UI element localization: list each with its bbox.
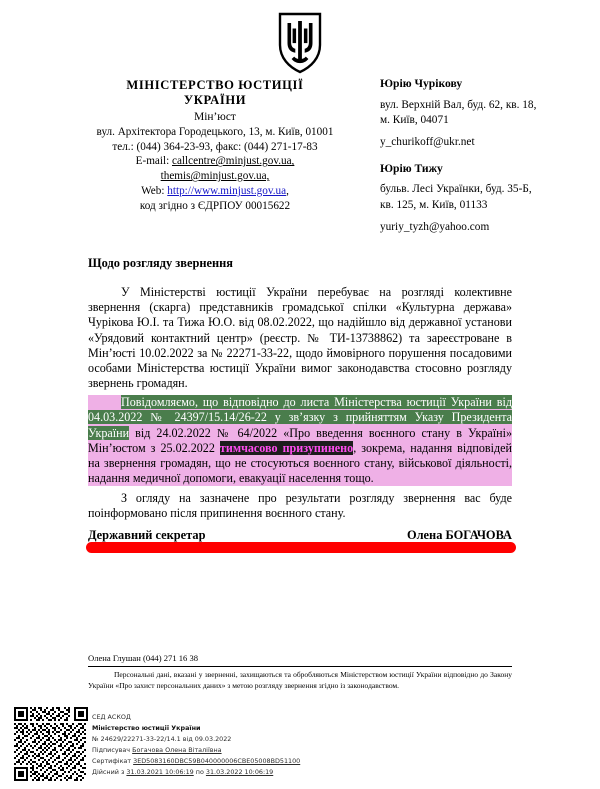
highlight-pink-segment-b: , зокрема, надання відповідей на звернення громадян, що не стосуються воєнного стану, військової діяльності, надання медичної допомоги, евакуації населення тощо. (88, 440, 512, 486)
disclaimer-text: Персональні дані, вказані у зверненні, захищаються та обробляються Міністерством юстиції України відповідно до Закону України «Про захист персональних даних» з метою розгляду звернення згідно із законодавством. (88, 670, 512, 690)
body-paragraph-3: З огляду на зазначене про результати розгляду звернення вас буде поінформовано після припинення воєнного стану. (88, 491, 512, 521)
ministry-address: вул. Архітектора Городецького, 13, м. Київ, 01001 (96, 125, 334, 138)
recipient-2-address-line1: бульв. Лесі Українки, буд. 35-Б, (380, 183, 532, 196)
signatory-position: Державний секретар (88, 528, 206, 542)
recipient-2 (380, 161, 595, 235)
body-paragraph-2-highlighted (88, 395, 512, 486)
email-label: E-mail: (135, 155, 170, 168)
eds-valid-label: Дійсний з (92, 768, 125, 777)
recipients-block (380, 76, 595, 235)
eds-system-name: СЕД АСКОД (92, 713, 131, 721)
qr-code (14, 707, 88, 781)
recipient-2-address-line2: кв. 125, м. Київ, 01133 (380, 198, 488, 211)
red-redaction-bar (86, 542, 516, 553)
digital-signature-stamp (92, 712, 422, 778)
eds-valid-from: 31.03.2021 10:06:19 (126, 768, 194, 777)
ministry-website-link[interactable]: http://www.minjust.gov.ua (167, 184, 287, 197)
highlight-black-redaction-segment: тимчасово призупинено (219, 440, 354, 455)
footer-divider (88, 666, 512, 667)
ministry-name-line1: МІНІСТЕРСТВО ЮСТИЦІЇ (126, 78, 304, 92)
personal-data-disclaimer (88, 670, 512, 691)
email-callcentre-link[interactable]: callcentre@minjust.gov.ua, (172, 155, 295, 168)
eds-valid-to: 31.03.2022 10:06:19 (205, 768, 274, 777)
highlight-green-segment: Повідомляємо, що відповідно до листа Міністерства юстиції України від 04.03.2022 № 24397/15.14/26-22 у зв’язку з прийняттям Указу Президента України (88, 395, 512, 440)
ministry-short-name: Мін’юст (194, 110, 236, 123)
signatory-name: Олена БОГАЧОВА (406, 528, 512, 542)
subject-line: Щодо розгляду звернення (88, 256, 233, 270)
highlight-pink-segment-a: від 24.02.2022 № 64/2022 «Про введення воєнного стану в Україні» Мін’юстом з 25.02.2022 (88, 425, 512, 455)
recipient-1 (380, 76, 595, 150)
letterhead (60, 78, 370, 213)
recipient-2-email[interactable]: yuriy_tyzh@yahoo.com (380, 220, 490, 233)
email-themis-link[interactable]: themis@minjust.gov.ua, (160, 170, 270, 183)
signature-row (88, 528, 512, 543)
recipient-1-address-line1: вул. Верхній Вал, буд. 62, кв. 18, (380, 98, 537, 111)
eds-valid-to-label: по (195, 768, 204, 777)
ministry-name-line2: УКРАЇНИ (183, 93, 247, 108)
eds-document-number: № 24629/22271-33-22/14.1 від 09.03.2022 (92, 735, 232, 744)
eds-signer-label: Підписувач (92, 746, 131, 755)
web-label: Web: (141, 184, 165, 197)
recipient-2-name: Юрію Тижу (380, 161, 443, 175)
body-paragraph-1: У Міністерстві юстиції України перебуває на розгляді колективне звернення (скарга) представників громадської спілки «Культурна держава» Чурікова Ю.І. та Тижа Ю.О. від 08.02.2022, що надійшло від державної установи «Урядовий контактний центр» (реєстр. № ТИ-13738862) та зареєстроване в Мін’юсті 10.02.2022 за № 22271-33-22, щодо ймовірного порушення посадовими особами Міністерства юстиції України вимог законодавства стосовно розгляду звернень громадян. (88, 285, 512, 391)
recipient-1-name: Юрію Чурікову (380, 77, 463, 90)
eds-organization: Міністерство юстиції України (92, 724, 201, 733)
ukraine-trident-emblem (0, 12, 600, 79)
executor-contact: Олена Глушан (044) 271 16 38 (88, 653, 199, 663)
recipient-1-address-line2: м. Київ, 04071 (380, 113, 449, 126)
eds-certificate-value: 3ED5083160DBC59B040000006CBE05008BD51100 (133, 757, 301, 766)
web-comma: , (286, 184, 289, 197)
ministry-phone-fax: тел.: (044) 364-23-93, факс: (044) 271-17-83 (112, 140, 318, 153)
letter-body (88, 285, 512, 522)
eds-certificate-label: Сертифікат (92, 757, 132, 766)
eds-signer-name: Богачова Олена Віталіївна (132, 746, 222, 755)
edrpou-code: код згідно з ЄДРПОУ 00015622 (139, 199, 291, 212)
recipient-1-email[interactable]: y_churikoff@ukr.net (380, 135, 475, 148)
